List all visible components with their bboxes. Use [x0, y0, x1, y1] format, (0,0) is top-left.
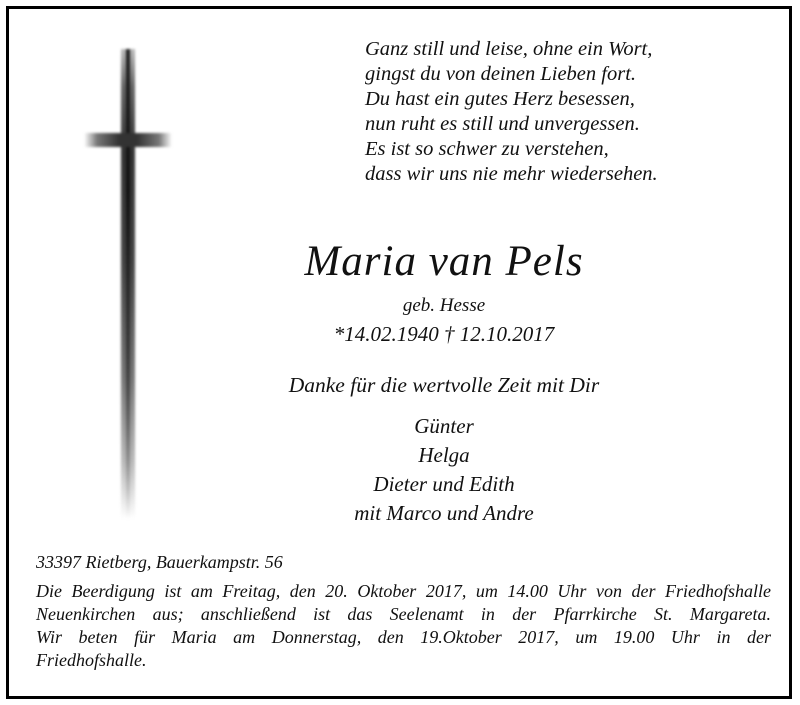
deceased-name: Maria van Pels — [304, 238, 584, 285]
life-dates: *14.02.1940 † 12.10.2017 — [333, 322, 555, 346]
family-member: Günter — [414, 414, 474, 438]
deceased-name-row — [0, 236, 800, 288]
poem-line: Es ist so schwer zu verstehen, — [365, 138, 609, 160]
poem-line: gingst du von deinen Lieben fort. — [365, 63, 637, 85]
family-member: Helga — [418, 443, 470, 467]
notice-line: Friedhofshalle. — [36, 650, 147, 670]
family-list — [44, 412, 800, 528]
poem-line: dass wir uns nie mehr wiedersehen. — [365, 163, 658, 185]
notice-line: Wir beten für Maria am Donnerstag, den 19.Oktober 2017, um 19.00 Uhr in der — [36, 627, 771, 647]
notice-line: Die Beerdigung ist am Freitag, den 20. Oktober 2017, um 14.00 Uhr von der Friedhofshalle — [36, 581, 771, 601]
thanks-line: Danke für die wertvolle Zeit mit Dir — [288, 373, 600, 397]
poem-line: Ganz still und leise, ohne ein Wort, — [365, 38, 653, 60]
address: 33397 Rietberg, Bauerkampstr. 56 — [36, 552, 283, 572]
poem-line: Du hast ein gutes Herz besessen, — [365, 88, 635, 110]
notice-line: Neuenkirchen aus; anschließend ist das Seelenamt in der Pfarrkirche St. Margareta. — [36, 604, 771, 624]
family-member: Dieter und Edith — [373, 472, 515, 496]
family-member: mit Marco und Andre — [354, 501, 534, 525]
poem — [365, 37, 658, 187]
poem-line: nun ruht es still und unvergessen. — [365, 113, 640, 135]
born-name: geb. Hesse — [402, 295, 486, 316]
cross-horizontal-beam — [84, 133, 172, 147]
funeral-notice — [36, 580, 771, 672]
